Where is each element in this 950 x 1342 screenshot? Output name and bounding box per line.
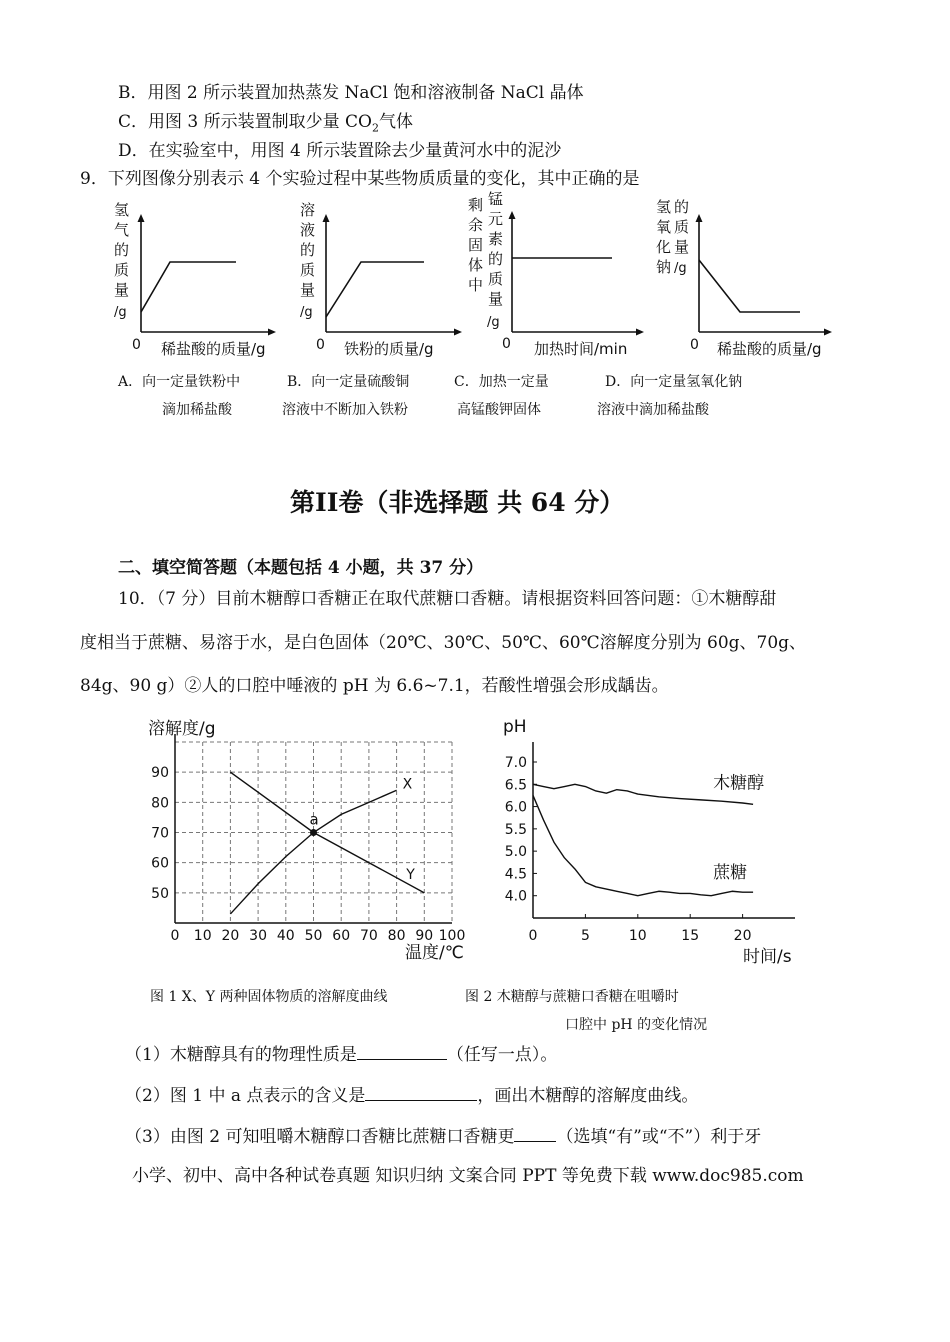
q9-option-d-l2: 溶液中滴加稀盐酸 xyxy=(597,402,709,418)
y-tick-label: 4.5 xyxy=(504,866,527,883)
svg-text:化: 化 xyxy=(656,238,672,256)
svg-text:质: 质 xyxy=(114,261,130,279)
x-tick-label: 100 xyxy=(438,928,466,944)
svg-text:质: 质 xyxy=(674,218,690,236)
series-label-0: 木糖醇 xyxy=(713,773,765,794)
q10-sub3-blank[interactable] xyxy=(514,1125,556,1142)
q10-sub2-tail: ，画出木糖醇的溶解度曲线。 xyxy=(477,1086,699,1106)
svg-text:的: 的 xyxy=(674,198,690,216)
svg-text:质: 质 xyxy=(488,270,504,288)
graph-a-x-arrow xyxy=(268,329,276,336)
x-tick-label: 50 xyxy=(304,928,323,944)
part2-title: 第II卷（非选择题 共 64 分） xyxy=(290,488,625,517)
intersection-point xyxy=(310,829,317,836)
svg-text:量: 量 xyxy=(674,238,690,256)
q8-option-c-tail: 气体 xyxy=(378,112,413,132)
x-axis-label: 时间/s xyxy=(743,947,792,967)
q10-sub2 xyxy=(125,1084,698,1107)
q10-sub1-tail: （任写一点）。 xyxy=(446,1045,558,1065)
q9-option-b-l1: B．向一定量硫酸铜 xyxy=(287,374,410,390)
svg-text:/g: /g xyxy=(114,305,127,320)
y-tick-label: 80 xyxy=(151,795,169,812)
svg-text:剩: 剩 xyxy=(468,196,484,214)
q10-sub2-blank[interactable] xyxy=(365,1084,477,1101)
q8-option-c-text: C．用图 3 所示装置制取少量 CO xyxy=(118,112,372,132)
svg-text:液: 液 xyxy=(300,221,316,239)
y-tick-label: 60 xyxy=(151,855,169,872)
y-tick-label: 70 xyxy=(151,825,169,842)
q9-stem: 9．下列图像分别表示 4 个实验过程中某些物质质量的变化，其中正确的是 xyxy=(80,169,640,189)
q10-sub2-text: （2）图 1 中 a 点表示的含义是 xyxy=(125,1086,366,1106)
svg-text:/g: /g xyxy=(300,305,313,320)
q10-line3: 84g、90 g）②人的口腔中唾液的 pH 为 6.6~7.1，若酸性增强会形成龋齿。 xyxy=(80,676,669,696)
y-tick-label: 6.5 xyxy=(504,777,527,794)
graph-c-x-arrow xyxy=(636,329,644,336)
svg-text:/g: /g xyxy=(674,261,687,276)
series-Y-label: Y xyxy=(406,866,415,883)
graph-b-x-arrow xyxy=(454,329,462,336)
graph-a-y-arrow xyxy=(138,214,145,222)
ph-chart xyxy=(495,712,815,972)
q10-line2: 度相当于蔗糖、易溶于水，是白色固体（20℃、30℃、50℃、60℃溶解度分别为 60g、70g、 xyxy=(80,633,807,653)
q9-option-c-l2: 高锰酸钾固体 xyxy=(457,402,541,418)
svg-text:元: 元 xyxy=(488,210,504,228)
x-tick-label: 0 xyxy=(528,928,538,944)
graph-d-y-arrow xyxy=(696,214,703,222)
y-axis-label: pH xyxy=(503,717,527,737)
q9-option-b-l2: 溶液中不断加入铁粉 xyxy=(282,402,408,418)
footer-note: 小学、初中、高中各种试卷真题 知识归纳 文案合同 PPT 等免费下载 www.doc985.com xyxy=(132,1166,804,1186)
graph-d-curve xyxy=(699,260,800,312)
q9-graph-c xyxy=(466,190,656,360)
x-tick-label: 30 xyxy=(249,928,268,944)
q10-sub3 xyxy=(125,1125,761,1148)
q9-graph-d xyxy=(654,195,854,365)
x-tick-label: 0 xyxy=(170,928,180,944)
graph-d-xlabel: 稀盐酸的质量/g xyxy=(717,340,822,358)
x-tick-label: 20 xyxy=(733,928,752,944)
graph-a-origin: 0 xyxy=(132,337,141,353)
svg-text:/g: /g xyxy=(487,315,500,330)
svg-text:量: 量 xyxy=(488,290,504,308)
x-tick-label: 80 xyxy=(387,928,406,944)
q9-graph-b xyxy=(294,195,474,365)
q10-line1: 10．（7 分）目前木糖醇口香糖正在取代蔗糖口香糖。请根据资料回答问题：①木糖醇甜 xyxy=(118,589,777,609)
graph-a-curve xyxy=(141,262,236,312)
graph-d-x-arrow xyxy=(824,329,832,336)
svg-text:量: 量 xyxy=(300,281,316,299)
x-tick-label: 5 xyxy=(580,928,590,944)
x-tick-label: 15 xyxy=(681,928,700,944)
section-heading: 二、填空简答题（本题包括 4 小题，共 37 分） xyxy=(118,558,484,578)
y-tick-label: 4.0 xyxy=(504,888,527,905)
x-tick-label: 60 xyxy=(332,928,351,944)
y-tick-label: 7.0 xyxy=(504,755,527,771)
graph-a-xlabel: 稀盐酸的质量/g xyxy=(161,340,266,358)
graph-b-ylabel xyxy=(300,201,315,320)
svg-text:钠: 钠 xyxy=(656,258,672,276)
y-tick-label: 50 xyxy=(151,885,169,902)
graph-b-y-arrow xyxy=(323,214,330,222)
q10-sub3-text: （3）由图 2 可知咀嚼木糖醇口香糖比蔗糖口香糖更 xyxy=(125,1127,515,1147)
graph-d-ylabel xyxy=(656,198,689,276)
fig2-caption-l1: 图 2 木糖醇与蔗糖口香糖在咀嚼时 xyxy=(465,989,679,1005)
solubility-chart xyxy=(140,712,480,972)
fig2-caption-l2: 口腔中 pH 的变化情况 xyxy=(565,1017,708,1033)
x-tick-label: 70 xyxy=(359,928,378,944)
graph-c-y-arrow xyxy=(509,211,516,219)
y-tick-label: 5.5 xyxy=(504,821,527,838)
x-tick-label: 10 xyxy=(628,928,647,944)
x-tick-label: 20 xyxy=(221,928,240,944)
graph-c-origin: 0 xyxy=(502,336,511,352)
graph-d-origin: 0 xyxy=(690,337,699,353)
graph-b-origin: 0 xyxy=(316,337,325,353)
fig1-caption: 图 1 X、Y 两种固体物质的溶解度曲线 xyxy=(150,989,388,1005)
svg-text:氢: 氢 xyxy=(114,201,130,219)
q9-option-a-l1: A．向一定量铁粉中 xyxy=(118,374,241,390)
q10-sub1 xyxy=(125,1043,557,1066)
q9-option-c-l1: C．加热一定量 xyxy=(454,374,549,390)
q10-sub1-text: （1）木糖醇具有的物理性质是 xyxy=(125,1045,357,1065)
x-axis-label: 温度/℃ xyxy=(405,943,464,963)
graph-c-ylabel xyxy=(468,190,503,330)
series-X-label: X xyxy=(402,776,413,793)
q8-option-d: D．在实验室中，用图 4 所示装置除去少量黄河水中的泥沙 xyxy=(118,141,562,161)
q10-sub1-blank[interactable] xyxy=(357,1043,447,1060)
svg-text:的: 的 xyxy=(300,241,316,259)
svg-text:质: 质 xyxy=(300,261,316,279)
graph-c-xlabel: 加热时间/min xyxy=(534,340,628,358)
svg-text:氢: 氢 xyxy=(656,198,672,216)
x-tick-label: 10 xyxy=(193,928,212,944)
q9-graph-a xyxy=(108,195,288,365)
graph-a-ylabel xyxy=(114,201,129,320)
q9-option-a-l2: 滴加稀盐酸 xyxy=(162,402,232,418)
svg-text:量: 量 xyxy=(114,281,130,299)
svg-text:素: 素 xyxy=(488,230,504,248)
graph-b-xlabel: 铁粉的质量/g xyxy=(344,340,434,358)
svg-text:的: 的 xyxy=(114,241,130,259)
svg-text:气: 气 xyxy=(114,221,130,239)
svg-text:体: 体 xyxy=(468,256,484,274)
svg-text:的: 的 xyxy=(488,250,504,268)
svg-text:溶: 溶 xyxy=(300,201,316,219)
svg-text:中: 中 xyxy=(468,276,484,294)
q8-option-c xyxy=(118,111,413,139)
svg-text:锰: 锰 xyxy=(488,190,504,208)
y-axis-label: 溶解度/g xyxy=(148,719,216,739)
x-tick-label: 90 xyxy=(415,928,434,944)
x-tick-label: 40 xyxy=(276,928,295,944)
y-tick-label: 5.0 xyxy=(504,844,527,861)
graph-b-curve xyxy=(326,262,424,317)
svg-text:余: 余 xyxy=(468,216,484,234)
q10-sub3-tail: （选填“有”或“不”）利于牙 xyxy=(556,1127,762,1147)
q8-option-b: B．用图 2 所示装置加热蒸发 NaCl 饱和溶液制备 NaCl 晶体 xyxy=(118,83,584,103)
svg-text:氧: 氧 xyxy=(656,218,672,236)
q8-option-c-subscript: 2 xyxy=(371,121,379,135)
q9-option-d-l1: D．向一定量氢氧化钠 xyxy=(605,374,743,390)
y-tick-label: 90 xyxy=(151,765,169,782)
svg-text:固: 固 xyxy=(468,236,484,254)
y-tick-label: 6.0 xyxy=(504,799,527,816)
series-label-1: 蔗糖 xyxy=(713,863,748,884)
intersection-label: a xyxy=(309,810,319,829)
